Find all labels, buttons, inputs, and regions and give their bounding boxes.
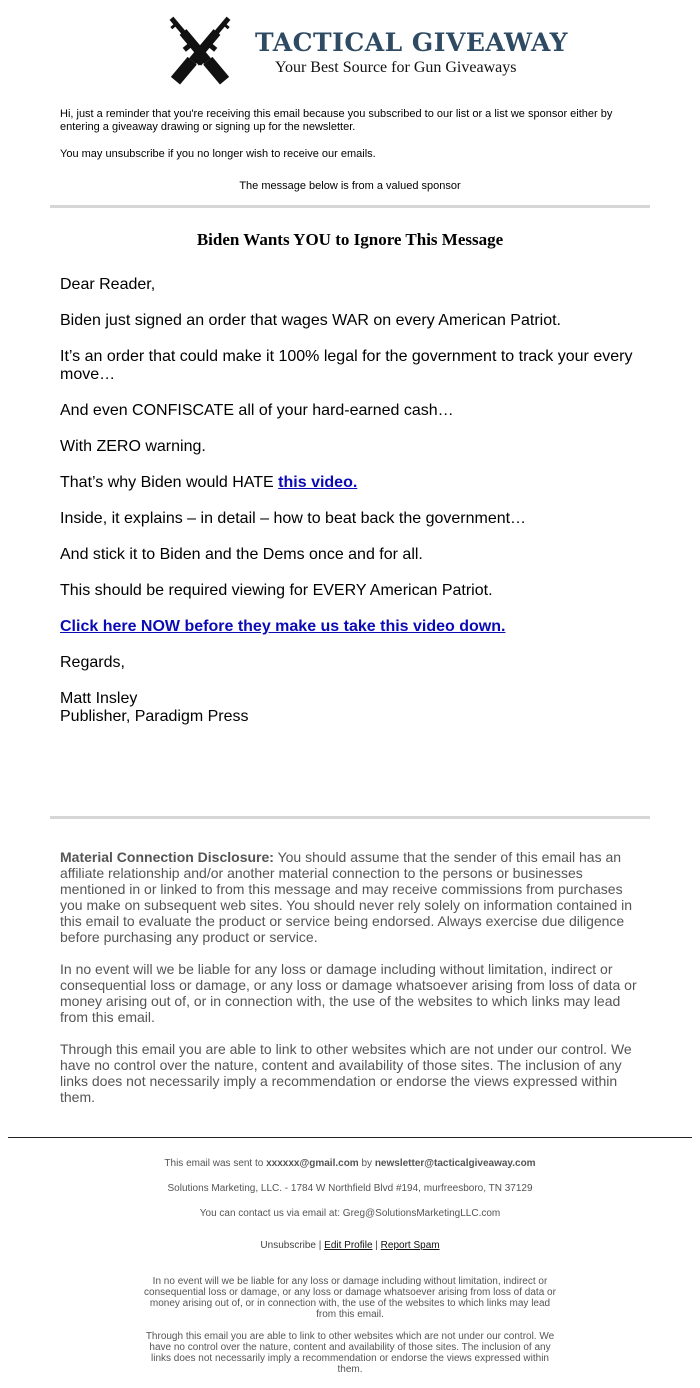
footer-links <box>0 1240 700 1251</box>
disclosure-section <box>50 849 650 1105</box>
brand-tagline: Your Best Source for Gun Giveaways <box>275 59 517 76</box>
report-spam-link[interactable]: Report Spam <box>380 1240 440 1251</box>
divider <box>50 816 650 819</box>
paragraph: With ZERO warning. <box>60 438 206 455</box>
sender-name: Matt Insley <box>60 690 138 707</box>
header <box>50 0 650 100</box>
message-body <box>50 276 650 816</box>
paragraph: And even CONFISCATE all of your hard-earned cash… <box>60 402 454 419</box>
unsubscribe-notice: You may unsubscribe if you no longer wish to receive our emails. <box>60 148 376 160</box>
sender-title: Publisher, Paradigm Press <box>60 708 249 725</box>
brand-title: TACTICAL GIVEAWAY <box>255 28 569 57</box>
external-links-disclaimer: Through this email you are able to link to other websites which are not under our control. We have no control over the nature, content and availability of those sites. The inclusion of any links does not necessarily imply a recommendation or endorse the views expressed within them. <box>60 1041 632 1105</box>
material-connection-disclosure <box>60 849 640 945</box>
divider <box>50 205 650 208</box>
subscription-reminder: Hi, just a reminder that you're receiving this email because you subscribed to our list or a list we sponsor either by entering a giveaway drawing or signing up for the newsletter. <box>60 108 613 133</box>
paragraph: And stick it to Biden and the Dems once and for all. <box>60 546 423 563</box>
unsubscribe-link[interactable]: Unsubscribe <box>260 1240 316 1251</box>
edit-profile-link[interactable]: Edit Profile <box>324 1240 373 1251</box>
sent-prefix: This email was sent to <box>164 1158 267 1169</box>
mailing-address: Solutions Marketing, LLC. - 1784 W Northfield Blvd #194, murfreesboro, TN 37129 <box>167 1183 533 1194</box>
crossed-rifles-icon <box>160 8 240 98</box>
paragraph: This should be required viewing for EVERY American Patriot. <box>60 582 493 599</box>
message-headline: Biden Wants YOU to Ignore This Message <box>196 230 504 249</box>
contact-line: You can contact us via email at: Greg@SolutionsMarketingLLC.com <box>199 1208 501 1219</box>
link-separator: | <box>372 1240 381 1251</box>
footer <box>0 1150 700 1375</box>
link-separator: | <box>316 1240 325 1251</box>
sent-by: by <box>358 1158 375 1169</box>
paragraph: Biden just signed an order that wages WAR on every American Patriot. <box>60 312 561 329</box>
paragraph-with-link <box>60 474 640 492</box>
cta-link[interactable]: Click here NOW before they make us take this video down. <box>60 618 506 635</box>
disclosure-text: You should assume that the sender of this email has an affiliate relationship and/or another material connection to the persons or businesses mentioned in or linked to from this message and may receive commissions from purchases you make on subsequent web sites. You should never rely solely on information contained in this email to evaluate the product or service being endorsed. Always exercise due diligence before purchasing any product or service. <box>60 849 633 945</box>
paragraph-text: That’s why Biden would HATE <box>60 474 279 491</box>
paragraph: It’s an order that could make it 100% legal for the government to track your every move… <box>60 348 633 383</box>
footer-divider <box>8 1137 692 1138</box>
liability-disclaimer: In no event will we be liable for any loss or damage including without limitation, indirect or consequential loss or damage, or any loss or damage whatsoever arising from loss of data or money arising out of, or in connection with, the use of the websites to which links may lead from this email. <box>60 961 637 1025</box>
sender-email: newsletter@tacticalgiveaway.com <box>374 1158 536 1169</box>
video-link[interactable]: this video. <box>278 474 358 491</box>
footer-external-links: Through this email you are able to link to other websites which are not under our control. We have no control over the nature, content and availability of those sites. The inclusion of any links does not necessarily imply a recommendation or endorse the views expressed within them. <box>145 1331 555 1375</box>
footer-liability: In no event will we be liable for any loss or damage including without limitation, indirect or consequential loss or damage, or any loss or damage whatsoever arising from loss of data or money arising out of, or in connection with, the use of the websites to which links may lead from this email. <box>144 1276 556 1320</box>
paragraph: Inside, it explains – in detail – how to beat back the government… <box>60 510 527 527</box>
sponsor-notice: The message below is from a valued sponsor <box>239 180 461 192</box>
cta-paragraph <box>60 618 640 636</box>
disclosure-label: Material Connection Disclosure: <box>60 849 274 865</box>
greeting: Dear Reader, <box>60 276 156 293</box>
sent-to-line <box>0 1158 700 1169</box>
closing: Regards, <box>60 654 125 671</box>
recipient-email: xxxxxx@gmail.com <box>266 1158 359 1169</box>
email-container <box>50 0 650 1105</box>
signature <box>60 690 640 726</box>
